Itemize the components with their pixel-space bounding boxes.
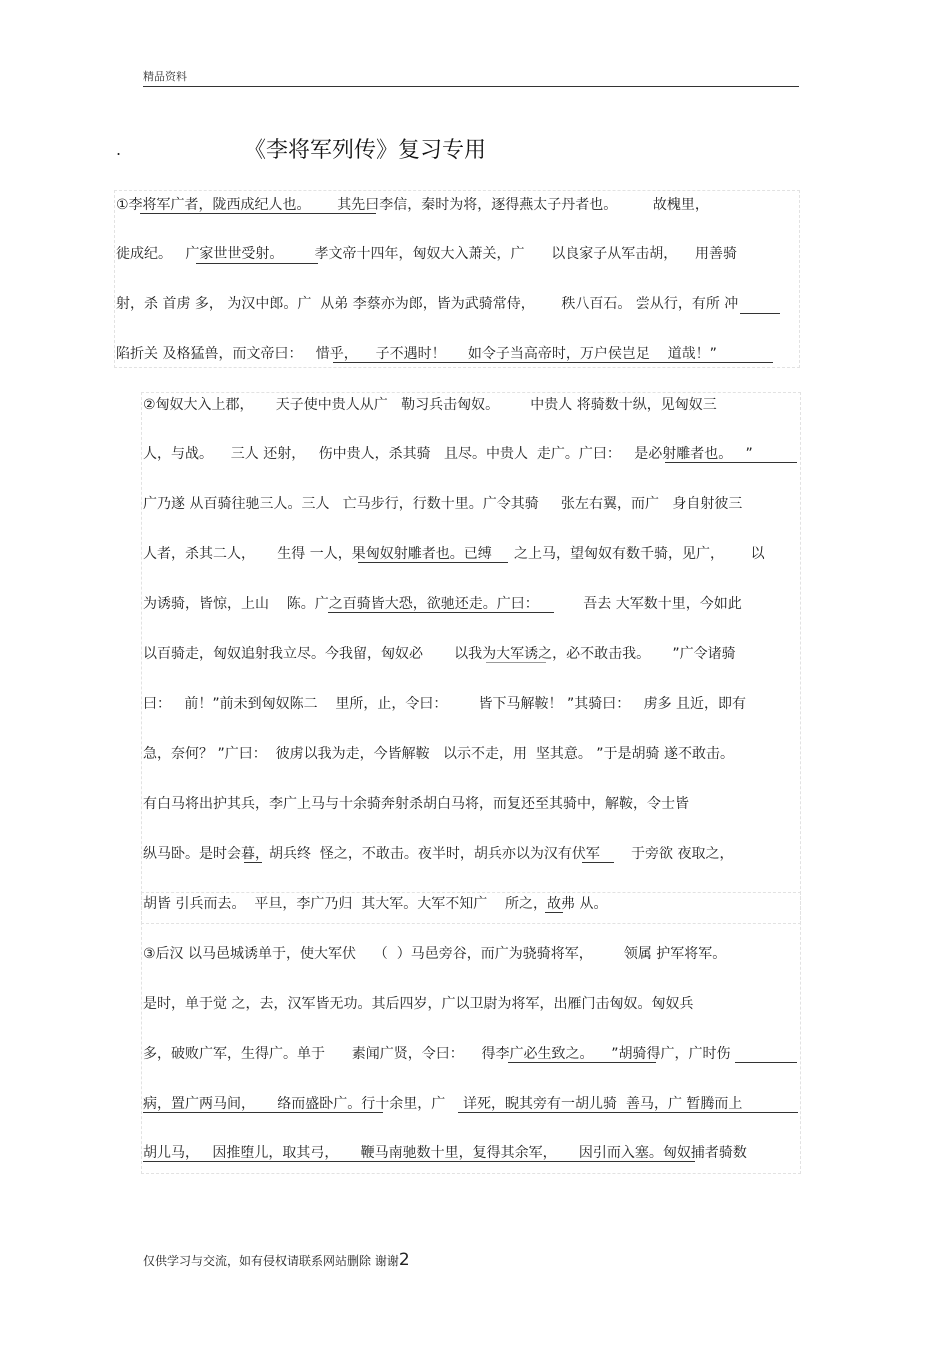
paragraph-2-line-6: 以百骑走，匈奴追射我立尽。今我留，匈奴必 以我为大军诱之，必不敢击我。 ”广令诸骑	[143, 646, 736, 662]
paragraph-2-line-2: 人，与战。 三人 还射， 伤中贵人，杀其骑 且尽。中贵人 走广。广曰： 是必射雕者也。 ”	[143, 446, 753, 462]
underline-mark	[358, 562, 508, 563]
paragraph-2-line-5: 为诱骑，皆惊，上山 陈。广之百骑皆大恐，欲驰还走。广曰： 吾去 大军数十里，今如此	[143, 596, 742, 612]
underline-mark	[665, 462, 797, 463]
underline-mark	[582, 862, 614, 863]
page-footer	[143, 1250, 410, 1270]
underline-mark	[545, 912, 563, 913]
page-header-label: 精品资料	[143, 70, 187, 83]
page-title: 《李将军列传》复习专用	[244, 138, 487, 163]
paragraph-2-line-11: 胡皆 引兵而去。 平旦，李广乃归 其大军。大军不知广 所之，故弗 从。	[143, 896, 608, 912]
underline-mark	[143, 1161, 695, 1162]
paragraph-2-line-10: 纵马卧。是时会暮，胡兵终 怪之，不敢击。夜半时，胡兵亦以为汉有伏军 于旁欲 夜取之，	[143, 846, 734, 862]
underline-mark	[244, 862, 262, 863]
paragraph-2-line-1: ②匈奴大入上郡， 天子使中贵人从广 勒习兵击匈奴。 中贵人 将骑数十纵，见匈奴三	[143, 397, 717, 413]
paragraph-2-line-4: 人者，杀其二人， 生得 一人，果匈奴射雕者也。已缚 之上马，望匈奴有数千骑，见广， 以	[143, 546, 765, 562]
underline-mark	[328, 612, 554, 613]
paragraph-3-line-5: 胡儿马， 因推堕儿，取其弓， 鞭马南驰数十里，复得其余军， 因引而入塞。匈奴捕者骑数	[143, 1145, 747, 1161]
paragraph-3-line-2: 是时，单于觉 之，去，汉军皆无功。其后四岁，广以卫尉为将军，出雁门击匈奴。匈奴兵	[143, 996, 694, 1012]
underline-mark	[735, 1062, 797, 1063]
paragraph-2-line-3: 广乃遂 从百骑往驰三人。三人 亡马步行，行数十里。广令其骑 张左右翼，而广 身自射彼三	[143, 496, 743, 512]
underline-mark	[486, 662, 546, 663]
paragraph-1-line-4: 陷折关 及格猛兽，而文帝曰： 惜乎， 子不遇时！ 如令子当高帝时，万户侯岂足 道哉！”	[116, 346, 717, 362]
page-number: 2	[398, 1250, 410, 1270]
underline-mark	[196, 263, 318, 264]
paragraph-3-frame	[141, 892, 801, 1174]
paragraph-1-line-1: ①李将军广者，陇西成纪人也。 其先曰李信，秦时为将，逐得燕太子丹者也。 故槐里，	[116, 197, 709, 213]
title-dot: .	[116, 140, 122, 159]
paragraph-1-line-3: 射，杀 首虏 多， 为汉中郎。广 从弟 李蔡亦为郎，皆为武骑常侍， 秩八百石。 尝从行，有所 冲	[116, 296, 739, 312]
paragraph-3-line-4: 病，置广两马间， 络而盛卧广。行十余里，广 详死，睨其旁有一胡儿骑 善马，广 暂腾而上	[143, 1096, 743, 1112]
underline-mark	[143, 1112, 383, 1113]
underline-mark	[333, 362, 773, 363]
paragraph-3-line-3: 多，破败广军，生得广。单于 素闻广贤，令曰： 得李广必生致之。 ”胡骑得广，广时伤	[143, 1046, 731, 1062]
paragraph-2-line-7: 曰： 前！”前未到匈奴陈二 里所，止，令曰： 皆下马解鞍！ ”其骑曰： 虏多 且近，即有	[143, 696, 747, 712]
paragraph-3-line-1: ③后汉 以马邑城诱单于，使大军伏 （ ）马邑旁谷，而广为骁骑将军， 领属 护军将军。	[143, 946, 727, 962]
footer-text: 仅供学习与交流，如有侵权请联系网站删除 谢谢	[143, 1254, 399, 1268]
paragraph-1-frame	[114, 190, 800, 368]
underline-mark	[140, 213, 376, 214]
paragraph-1-line-2: 徙成纪。 广家世世受射。 孝文帝十四年，匈奴大入萧关，广 以良家子从军击胡， 用善骑	[116, 246, 738, 262]
paragraph-2-line-9: 有白马将出护其兵，李广上马与十余骑奔射杀胡白马将，而复还至其骑中，解鞍，令士皆	[143, 796, 689, 812]
underline-mark	[740, 313, 780, 314]
paragraph-2-line-8: 急，奈何？ ”广曰： 彼虏以我为走，今皆解鞍 以示不走，用 坚其意。 ”于是胡骑 遂不敢击。	[143, 746, 735, 762]
header-rule	[143, 86, 799, 87]
underline-mark	[458, 1112, 798, 1113]
underline-mark	[508, 1062, 656, 1063]
